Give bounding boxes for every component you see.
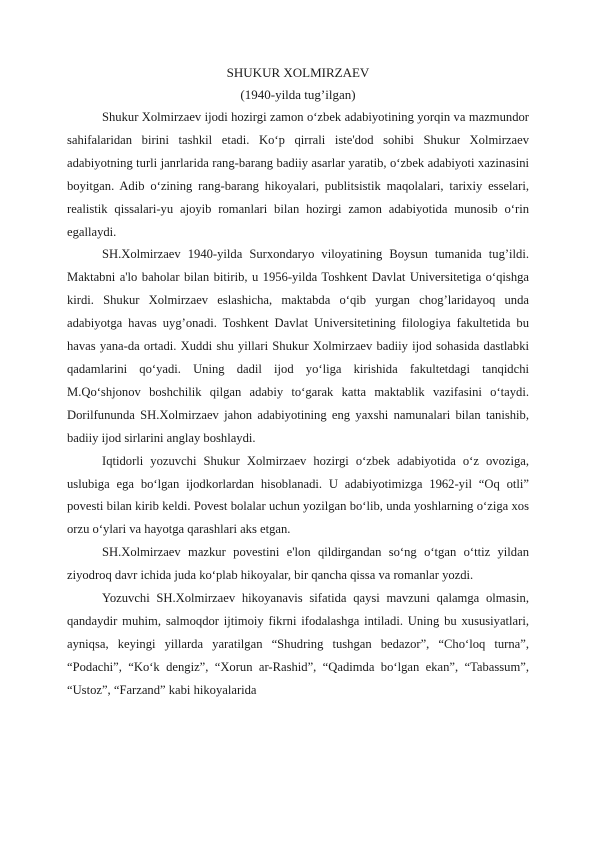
page-subtitle: (1940-yilda tug’ilgan) <box>240 87 356 102</box>
page-title: SHUKUR XOLMIRZAEV <box>226 65 370 80</box>
paragraph-works: SH.Xolmirzaev mazkur povestini e'lon qildirgandan so‘ng o‘tgan o‘ttiz yildan ziyodroq davr ichida juda ko‘plab hikoyalar, bir qancha qissa va romanlar yozdi. <box>67 545 529 583</box>
paragraph-intro: Shukur Xolmirzaev ijodi hozirgi zamon o‘zbek adabiyotining yorqin va mazmundor sahifalaridan birini tashkil etadi. Ko‘p qirrali iste'dod sohibi Shukur Xolmirzaev adabiyotning turli janrlarida rang-barang badiiy asarlar yaratib, o‘zbek adabiyoti xazinasini boyitgan. Adib o‘zining rang-barang hikoyalari, publitsistik maqolalari, tarixiy esselari, realistik qissalari-yu ajoyib romanlari bilan hozirgi zamon adabiyotida munosib o‘rin egallaydi. <box>67 110 529 239</box>
paragraph-debut: Iqtidorli yozuvchi Shukur Xolmirzaev hozirgi o‘zbek adabiyotida o‘z ovoziga, uslubiga ega bo‘lgan ijodkorlardan hisoblanadi. U adabiyotimizga 1962-yil “Oq otli” povesti bilan kirib keldi. Povest bolalar uchun yozilgan bo‘lib, unda yoshlarning o‘ziga xos orzu o‘ylari va hayotga qarashlari aks etgan. <box>67 453 529 537</box>
paragraph-biography: SH.Xolmirzaev 1940-yilda Surxondaryo viloyatining Boysun tumanida tug’ildi. Maktabni a'lo baholar bilan bitirib, u 1956-yilda Toshkent Davlat Universitetiga o‘qishga kirdi. Shukur Xolmirzaev eslashicha, maktabda o‘qib yurgan chog’laridayoq unda adabiyotga havas uyg’onadi. Toshkent Davlat Universitetining filologiya fakultetida bu havas yana-da ortadi. Xuddi shu yillari Shukur Xolmirzaev badiiy ijod sohasida dastlabki qadamlarini qo‘yadi. Uning dadil ijod yo‘liga kirishida fakultetdagi tanqidchi M.Qo‘shjonov boshchilik qilgan adabiy to‘garak katta maktablik vazifasini o‘taydi. Dorilfununda SH.Xolmirzaev jahon adabiyotining eng yaxshi namunalari bilan tanishib, badiiy ijod sirlarini anglay boshlaydi. <box>67 247 529 445</box>
document-page <box>67 62 529 702</box>
paragraph-stories: Yozuvchi SH.Xolmirzaev hikoyanavis sifatida qaysi mavzuni qalamga olmasin, qandaydir muhim, salmoqdor ijtimoiy fikrni ifodalashga intiladi. Uning bu xususiyatlari, ayniqsa, keyingi yillarda yaratilgan “Shudring tushgan bedazor”, “Cho‘loq turna”, “Podachi”, “Ko‘k dengiz”, “Xorun ar-Rashid”, “Qadimda bo‘lgan ekan”, “Tabassum”, “Ustoz”, “Farzand” kabi hikoyalarida <box>67 591 529 697</box>
